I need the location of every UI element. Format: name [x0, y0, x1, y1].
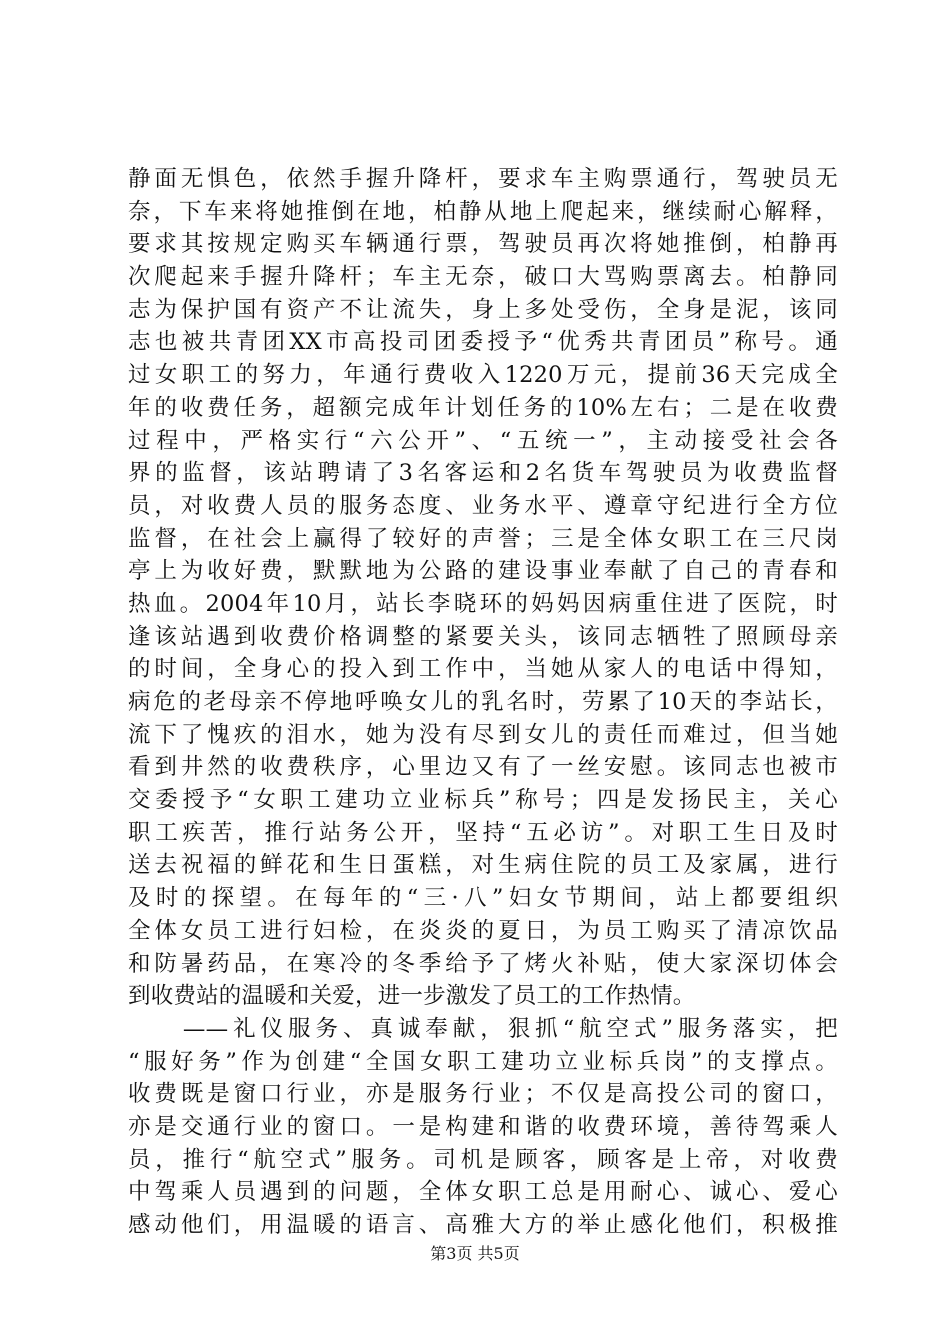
text-line-26: 到收费站的温暖和关爱，进一步激发了员工的工作热情。 [128, 983, 696, 1010]
text-line-11: 员，对收费人员的服务态度、业务水平、遵章守纪进行全方位 [128, 492, 838, 519]
page-footer: 第3页 共5页 [430, 1244, 520, 1263]
text-line-27: ——礼仪服务、真诚奉献，狠抓“航空式”服务落实，把 [128, 1015, 838, 1042]
text-line-30: 亦是交通行业的窗口。一是构建和谐的收费环境，善待驾乘人 [128, 1113, 838, 1140]
text-line-7: 过女职工的努力，年通行费收入1220万元，提前36天完成全 [128, 362, 838, 389]
text-line-4: 次爬起来手握升降杆；车主无奈，破口大骂购票离去。柏静同 [128, 264, 838, 291]
text-line-33: 感动他们，用温暖的语言、高雅大方的举止感化他们，积极推 [128, 1212, 838, 1238]
text-line-19: 看到井然的收费秩序，心里边又有了一丝安慰。该同志也被市 [128, 754, 838, 781]
text-line-24: 全体女员工进行妇检，在炎炎的夏日，为员工购买了清凉饮品 [128, 917, 838, 944]
text-line-1: 静面无惧色，依然手握升降杆，要求车主购票通行，驾驶员无 [128, 166, 838, 192]
text-line-12: 监督，在社会上赢得了较好的声誉；三是全体女职工在三尺岗 [128, 525, 838, 552]
text-line-28: “服好务”作为创建“全国女职工建功立业标兵岗”的支撑点。 [128, 1048, 838, 1075]
text-line-29: 收费既是窗口行业，亦是服务行业；不仅是高投公司的窗口， [128, 1081, 838, 1108]
body-text [128, 163, 838, 1242]
text-line-18: 流下了愧疚的泪水，她为没有尽到女儿的责任而难过，但当她 [128, 721, 838, 748]
text-line-16: 的时间，全身心的投入到工作中，当她从家人的电话中得知， [128, 656, 838, 683]
text-line-5: 志为保护国有资产不让流失，身上多处受伤，全身是泥，该同 [128, 296, 838, 323]
text-line-32: 中驾乘人员遇到的问题，全体女职工总是用耐心、诚心、爱心 [128, 1179, 838, 1206]
text-line-10: 界的监督，该站聘请了3名客运和2名货车驾驶员为收费监督 [128, 460, 838, 487]
text-line-3: 要求其按规定购买车辆通行票，驾驶员再次将她推倒，柏静再 [128, 231, 838, 258]
text-line-21: 职工疾苦，推行站务公开，坚持“五必访”。对职工生日及时 [128, 819, 838, 846]
text-line-8: 年的收费任务，超额完成年计划任务的10%左右；二是在收费 [128, 394, 838, 421]
text-line-23: 及时的探望。在每年的“三·八”妇女节期间，站上都要组织 [128, 885, 838, 912]
text-line-14: 热血。2004年10月，站长李晓环的妈妈因病重住进了医院，时 [128, 590, 838, 617]
text-line-20: 交委授予“女职工建功立业标兵”称号；四是发扬民主，关心 [128, 787, 838, 814]
text-line-6: 志也被共青团XX市高投司团委授予“优秀共青团员”称号。通 [128, 329, 838, 356]
text-line-22: 送去祝福的鲜花和生日蛋糕，对生病住院的员工及家属，进行 [128, 852, 838, 879]
text-line-17: 病危的老母亲不停地呼唤女儿的乳名时，劳累了10天的李站长， [128, 689, 838, 715]
text-line-25: 和防暑药品，在寒冷的冬季给予了烤火补贴，使大家深切体会 [128, 950, 838, 977]
text-line-13: 亭上为收好费，默默地为公路的建设事业奉献了自己的青春和 [128, 558, 838, 585]
text-line-2: 奈，下车来将她推倒在地，柏静从地上爬起来，继续耐心解释， [128, 198, 838, 225]
text-line-15: 逢该站遇到收费价格调整的紧要关头，该同志牺牲了照顾母亲 [128, 623, 838, 650]
text-line-9: 过程中，严格实行“六公开”、“五统一”，主动接受社会各 [128, 427, 838, 454]
text-line-31: 员，推行“航空式”服务。司机是顾客，顾客是上帝，对收费 [128, 1146, 838, 1173]
